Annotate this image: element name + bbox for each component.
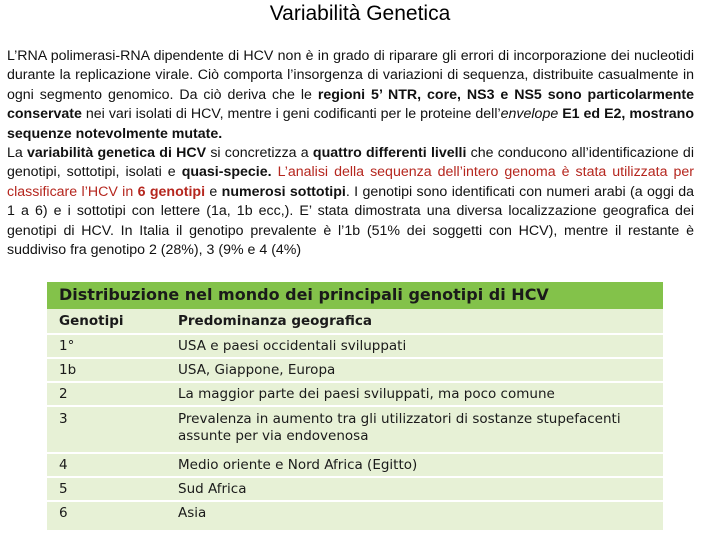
genotype-cell: 4	[59, 457, 68, 473]
table-row	[47, 478, 663, 502]
body-text	[7, 47, 694, 260]
region-cell: USA e paesi occidentali sviluppati	[178, 338, 407, 354]
text-run: . I genotipi sono identificati con numeri arabi (a oggi da 1 a 6) e i sottotipi con lettere (1a, 1b ecc,). E’ stata dimostrata una diversa localizzazione geografica dei genotipi di HCV. In Italia il genotipo prevalente è l’1b (51% dei soggetti con HCV), mentre il restante è suddiviso fra genotipo 2 (28%), 3 (9% e 4 (4%)	[7, 183, 695, 259]
envelope-term: envelope	[500, 106, 559, 123]
genetic-variability-term: variabilità genetica di HCV	[27, 145, 207, 162]
region-cell: USA, Giappone, Europa	[178, 362, 336, 378]
text-run: nei vari isolati di HCV, mentre i geni codificanti per le proteine dell’	[81, 106, 501, 123]
text-run: e	[205, 183, 222, 200]
paragraph-1	[7, 47, 694, 144]
table-title-bar	[47, 282, 663, 309]
quasi-species-term: quasi-specie.	[181, 164, 272, 181]
genotype-cell: 2	[59, 386, 68, 402]
table-row	[47, 383, 663, 407]
table-row	[47, 454, 663, 478]
conserved-regions-text: regioni 5’ NTR, core, NS3 e NS5 sono particolarmente conservate	[7, 86, 695, 123]
table-row	[47, 335, 663, 359]
page-title: Variabilità Genetica	[269, 2, 451, 25]
subtypes-term: numerosi sottotipi	[221, 183, 346, 200]
region-cell: Medio oriente e Nord Africa (Egitto)	[178, 457, 418, 473]
genotype-cell: 3	[59, 411, 68, 427]
genotype-cell: 6	[59, 505, 68, 521]
table-row	[47, 407, 663, 454]
text-run: La	[7, 145, 28, 162]
six-genotypes-term: 6 genotipi	[137, 183, 206, 200]
genotype-distribution-table	[47, 282, 663, 530]
text-run: che conducono all’identificazione di genotipi, sottotipi, isolati e	[7, 145, 694, 181]
text-run: L’RNA polimerasi-RNA dipendente di HCV non è in grado di riparare gli errori di incorporazione dei nucleotidi durante la replicazione virale. Ciò comporta l’insorgenza di variazioni di sequenza, distribuite casualmente in ogni segmento genomico. Da ciò deriva che le	[7, 48, 694, 103]
text-run: si concretizza a	[206, 145, 313, 162]
region-cell: Prevalenza in aumento tra gli utilizzatori di sostanze stupefacenti assunte per via endovenosa	[178, 411, 621, 444]
region-cell: Sud Africa	[178, 481, 247, 497]
mutated-genes-text: E1 ed E2, mostrano sequenze notevolmente mutate.	[7, 106, 694, 142]
genome-analysis-text: L’analisi della sequenza dell’intero genoma è stata utilizzata per classificare l’HCV in	[7, 164, 695, 200]
region-cell: Asia	[178, 505, 207, 521]
table-title: Distribuzione nel mondo dei principali genotipi di HCV	[59, 285, 549, 304]
header-genotypes: Genotipi	[59, 313, 124, 329]
header-geographic-predominance: Predominanza geografica	[178, 313, 372, 329]
region-cell: La maggior parte dei paesi sviluppati, ma poco comune	[178, 386, 555, 402]
genotype-cell: 1b	[59, 362, 77, 378]
genotype-cell: 5	[59, 481, 68, 497]
four-levels-term: quattro differenti livelli	[312, 145, 467, 162]
table-header-row	[47, 311, 663, 335]
table-row	[47, 502, 663, 528]
genotype-cell: 1°	[59, 338, 75, 354]
paragraph-2	[7, 144, 694, 260]
table-row	[47, 359, 663, 383]
